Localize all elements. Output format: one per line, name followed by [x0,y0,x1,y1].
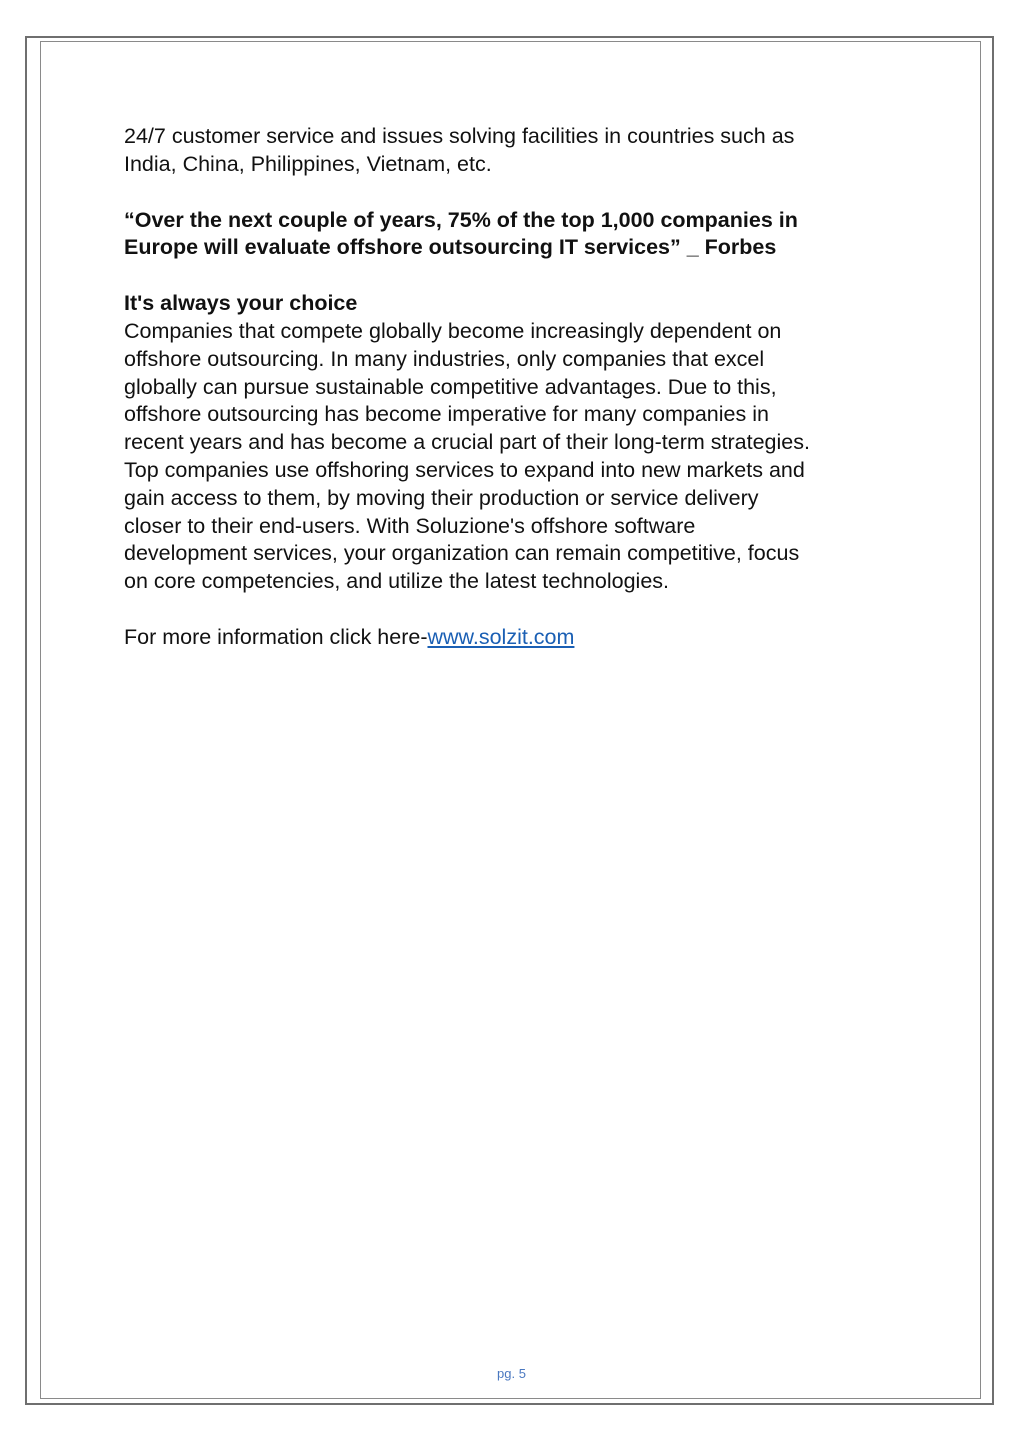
quote-line-1: “Over the next couple of years, 75% of the top 1,000 companies in [124,207,798,232]
section-line: gain access to them, by moving their production or service delivery [124,485,759,510]
page-number: pg. 5 [497,1366,526,1381]
section-line: offshore outsourcing. In many industries, only companies that excel [124,346,765,371]
section-line: Companies that compete globally become increasingly dependent on [124,318,782,343]
more-info-line [124,624,914,652]
forbes-quote [124,207,914,263]
section-line: globally can pursue sustainable competitive advantages. Due to this, [124,374,777,399]
section-line: on core competencies, and utilize the latest technologies. [124,569,669,594]
section-line: recent years and has become a crucial part of their long-term strategies. [124,430,810,455]
quote-line-2: Europe will evaluate offshore outsourcing IT services” _ Forbes [124,235,777,260]
section-line: closer to their end-users. With Soluzione's offshore software [124,513,696,538]
intro-line-2: India, China, Philippines, Vietnam, etc. [124,151,492,176]
document-body [124,123,914,652]
section-line: development services, your organization can remain competitive, focus [124,541,800,566]
website-link[interactable]: www.solzit.com [427,624,575,649]
intro-paragraph [124,123,914,179]
section-paragraph [124,318,914,596]
more-info-prefix: For more information click here- [124,624,428,649]
section-heading: It's always your choice [124,291,358,316]
intro-line-1: 24/7 customer service and issues solving facilities in countries such as [124,124,795,148]
section-line: Top companies use offshoring services to expand into new markets and [124,457,805,482]
section-line: offshore outsourcing has become imperative for many companies in [124,402,769,427]
